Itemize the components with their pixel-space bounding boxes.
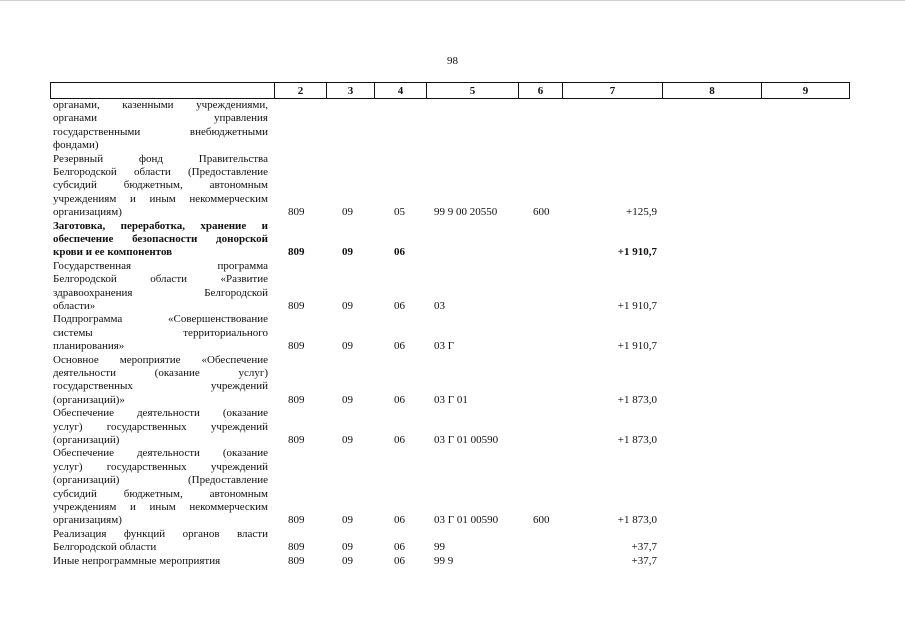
section-code: 809 (288, 541, 305, 554)
description-line: учреждениям и иным некоммерческим (53, 500, 268, 513)
section-code: 809 (288, 340, 305, 353)
page-top-edge (0, 0, 905, 1)
description-line: Основное мероприятие «Обеспечение (53, 353, 268, 366)
header-col-4: 4 (375, 83, 427, 99)
table-row (0, 313, 905, 353)
subchapter-code: 05 (394, 206, 405, 219)
table-body (0, 99, 905, 568)
header-col-2: 2 (275, 83, 327, 99)
table-row (0, 407, 905, 447)
description-line: крови и ее компонентов (53, 246, 173, 259)
description-line: обеспечение безопасности донорской (53, 233, 268, 245)
target-article-code: 99 9 (434, 554, 454, 567)
description-line: Подпрограмма «Совершенствование (53, 313, 268, 326)
amount-change: +37,7 (631, 554, 657, 567)
table-row (0, 220, 905, 260)
amount-change: +1 873,0 (617, 393, 657, 406)
table-row (0, 555, 905, 568)
target-article-code: 03 Г 01 00590 (434, 433, 499, 446)
description-line: Реализация функций органов власти (53, 527, 268, 540)
row-description (53, 447, 268, 527)
description-line: Заготовка, переработка, хранение и (53, 219, 268, 232)
description-line: фондами) (53, 139, 99, 152)
amount-change: +1 910,7 (617, 340, 657, 353)
table-row (0, 153, 905, 220)
table-row (0, 260, 905, 314)
subchapter-code: 06 (394, 299, 405, 312)
amount-change: +37,7 (631, 541, 657, 554)
description-line: (организаций)» (53, 393, 125, 406)
description-line: системы территориального (53, 326, 268, 339)
subchapter-code: 06 (394, 514, 405, 527)
amount-change: +1 910,7 (617, 246, 657, 259)
table-row (0, 354, 905, 408)
chapter-code: 09 (342, 554, 353, 567)
row-description (53, 354, 268, 408)
amount-change: +125,9 (626, 206, 657, 219)
description-line: государственными внебюджетными (53, 125, 268, 138)
section-code: 809 (288, 514, 305, 527)
description-line: (организаций) (53, 433, 120, 446)
chapter-code: 09 (342, 246, 353, 259)
row-description (53, 220, 268, 260)
row-description (53, 153, 268, 220)
table-row (0, 99, 905, 153)
description-line: органами управления (53, 112, 268, 125)
description-line: услуг) государственных учреждений (53, 420, 268, 433)
subchapter-code: 06 (394, 340, 405, 353)
header-col-7: 7 (563, 83, 663, 99)
amount-change: +1 873,0 (617, 514, 657, 527)
description-line: Белгородской области (Предоставление (53, 166, 268, 178)
chapter-code: 09 (342, 206, 353, 219)
description-line: государственных учреждений (53, 380, 268, 393)
page-number: 98 (447, 55, 458, 67)
chapter-code: 09 (342, 340, 353, 353)
description-line: учреждениям и иным некоммерческим (53, 192, 268, 205)
description-line: Белгородской области «Развитие (53, 273, 268, 286)
description-line: здравоохранения Белгородской (53, 286, 268, 299)
description-line: субсидий бюджетным, автономным (53, 487, 268, 500)
section-code: 809 (288, 299, 305, 312)
description-line: области» (53, 300, 96, 312)
section-code: 809 (288, 554, 305, 567)
row-description (53, 313, 268, 353)
table-row (0, 447, 905, 527)
target-article-code: 03 Г 01 (434, 393, 468, 406)
subchapter-code: 06 (394, 433, 405, 446)
row-description (53, 528, 268, 555)
chapter-code: 09 (342, 299, 353, 312)
amount-change: +1 910,7 (617, 299, 657, 312)
row-description (53, 407, 268, 447)
table-row (0, 528, 905, 555)
description-line: Резервный фонд Правительства (53, 152, 268, 165)
section-code: 809 (288, 433, 305, 446)
description-line: Белгородской области (53, 541, 157, 554)
description-line: субсидий бюджетным, автономным (53, 179, 268, 192)
chapter-code: 09 (342, 514, 353, 527)
row-description (53, 260, 268, 314)
row-description (53, 555, 268, 568)
description-line: (организаций) (Предоставление (53, 474, 268, 487)
header-col-6: 6 (519, 83, 563, 99)
target-article-code: 03 Г 01 00590 (434, 514, 499, 527)
header-col-5: 5 (427, 83, 519, 99)
section-code: 809 (288, 246, 305, 259)
chapter-code: 09 (342, 541, 353, 554)
target-article-code: 99 (434, 541, 445, 554)
description-line: организациям) (53, 206, 122, 219)
subchapter-code: 06 (394, 541, 405, 554)
header-col-8: 8 (663, 83, 762, 99)
description-line: Обеспечение деятельности (оказание (53, 447, 268, 460)
target-article-code: 03 (434, 299, 445, 312)
expense-type-code: 600 (533, 514, 550, 527)
description-line: деятельности (оказание услуг) (53, 366, 268, 379)
subchapter-code: 06 (394, 554, 405, 567)
target-article-code: 99 9 00 20550 (434, 206, 498, 219)
description-line: Государственная программа (53, 259, 268, 272)
subchapter-code: 06 (394, 246, 405, 259)
amount-change: +1 873,0 (617, 433, 657, 446)
row-description (53, 99, 268, 153)
chapter-code: 09 (342, 433, 353, 446)
description-line: планирования» (53, 340, 125, 353)
expense-type-code: 600 (533, 206, 550, 219)
section-code: 809 (288, 393, 305, 406)
subchapter-code: 06 (394, 393, 405, 406)
header-col-3: 3 (327, 83, 375, 99)
header-col-9: 9 (762, 83, 850, 99)
description-line: услуг) государственных учреждений (53, 460, 268, 473)
table-header (50, 82, 850, 99)
description-line: органами, казенными учреждениями, (53, 99, 268, 111)
description-line: организациям) (53, 514, 122, 527)
header-col-1 (51, 83, 275, 99)
description-line: Обеспечение деятельности (оказание (53, 407, 268, 420)
chapter-code: 09 (342, 393, 353, 406)
description-line: Иные непрограммные мероприятия (53, 554, 221, 567)
section-code: 809 (288, 206, 305, 219)
target-article-code: 03 Г (434, 340, 455, 353)
